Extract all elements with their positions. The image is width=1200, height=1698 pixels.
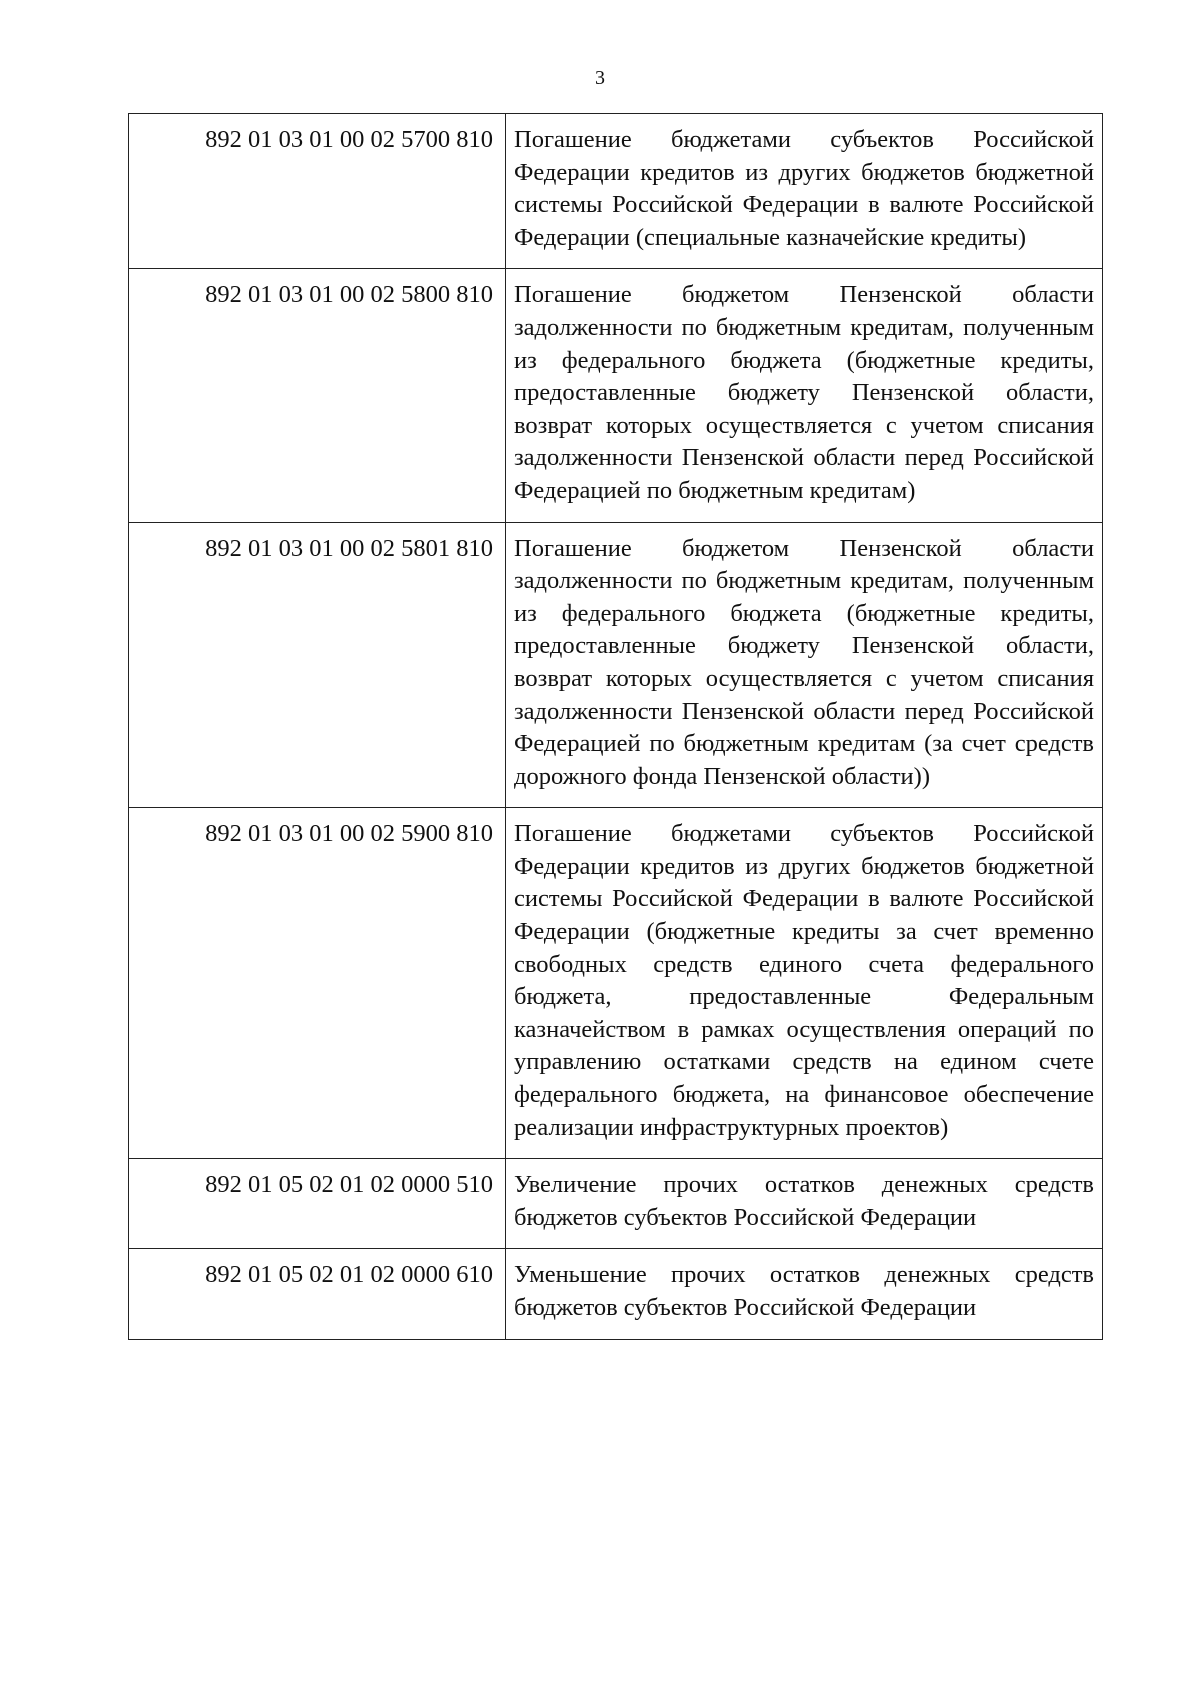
table-row [129,1249,1103,1339]
code-cell: 892 01 03 01 00 02 5700 810 [129,114,506,269]
description-cell: Погашение бюджетом Пензенской области задолженности по бюджетным кредитам, полученным из федерального бюджета (бюджетные кредиты, предоставленные бюджету Пензенской области, возврат которых осуществляется с учетом списания задолженности Пензенской области перед Российской Федерацией по бюджетным кредитам) [506,269,1103,522]
table-row [129,1159,1103,1249]
code-cell: 892 01 03 01 00 02 5801 810 [129,522,506,808]
description-cell: Уменьшение прочих остатков денежных средств бюджетов субъектов Российской Федерации [506,1249,1103,1339]
code-cell: 892 01 03 01 00 02 5900 810 [129,808,506,1159]
code-cell: 892 01 05 02 01 02 0000 610 [129,1249,506,1339]
page-number: 3 [595,67,605,89]
description-cell: Погашение бюджетами субъектов Российской Федерации кредитов из других бюджетов бюджетной системы Российской Федерации в валюте Российской Федерации (бюджетные кредиты за счет временно свободных средств единого счета федерального бюджета, предоставленные Федеральным казначейством в рамках осуществления операций по управлению остатками средств на едином счете федерального бюджета, на финансовое обеспечение реализации инфраструктурных проектов) [506,808,1103,1159]
code-cell: 892 01 03 01 00 02 5800 810 [129,269,506,522]
table-row [129,522,1103,808]
description-cell: Увеличение прочих остатков денежных средств бюджетов субъектов Российской Федерации [506,1159,1103,1249]
table-row [129,114,1103,269]
description-cell: Погашение бюджетами субъектов Российской Федерации кредитов из других бюджетов бюджетной системы Российской Федерации в валюте Российской Федерации (специальные казначейские кредиты) [506,114,1103,269]
code-cell: 892 01 05 02 01 02 0000 510 [129,1159,506,1249]
table-row [129,808,1103,1159]
table-row [129,269,1103,522]
description-cell: Погашение бюджетом Пензенской области задолженности по бюджетным кредитам, полученным из федерального бюджета (бюджетные кредиты, предоставленные бюджету Пензенской области, возврат которых осуществляется с учетом списания задолженности Пензенской области перед Российской Федерацией по бюджетным кредитам (за счет средств дорожного фонда Пензенской области)) [506,522,1103,808]
classification-table [128,113,1103,1340]
